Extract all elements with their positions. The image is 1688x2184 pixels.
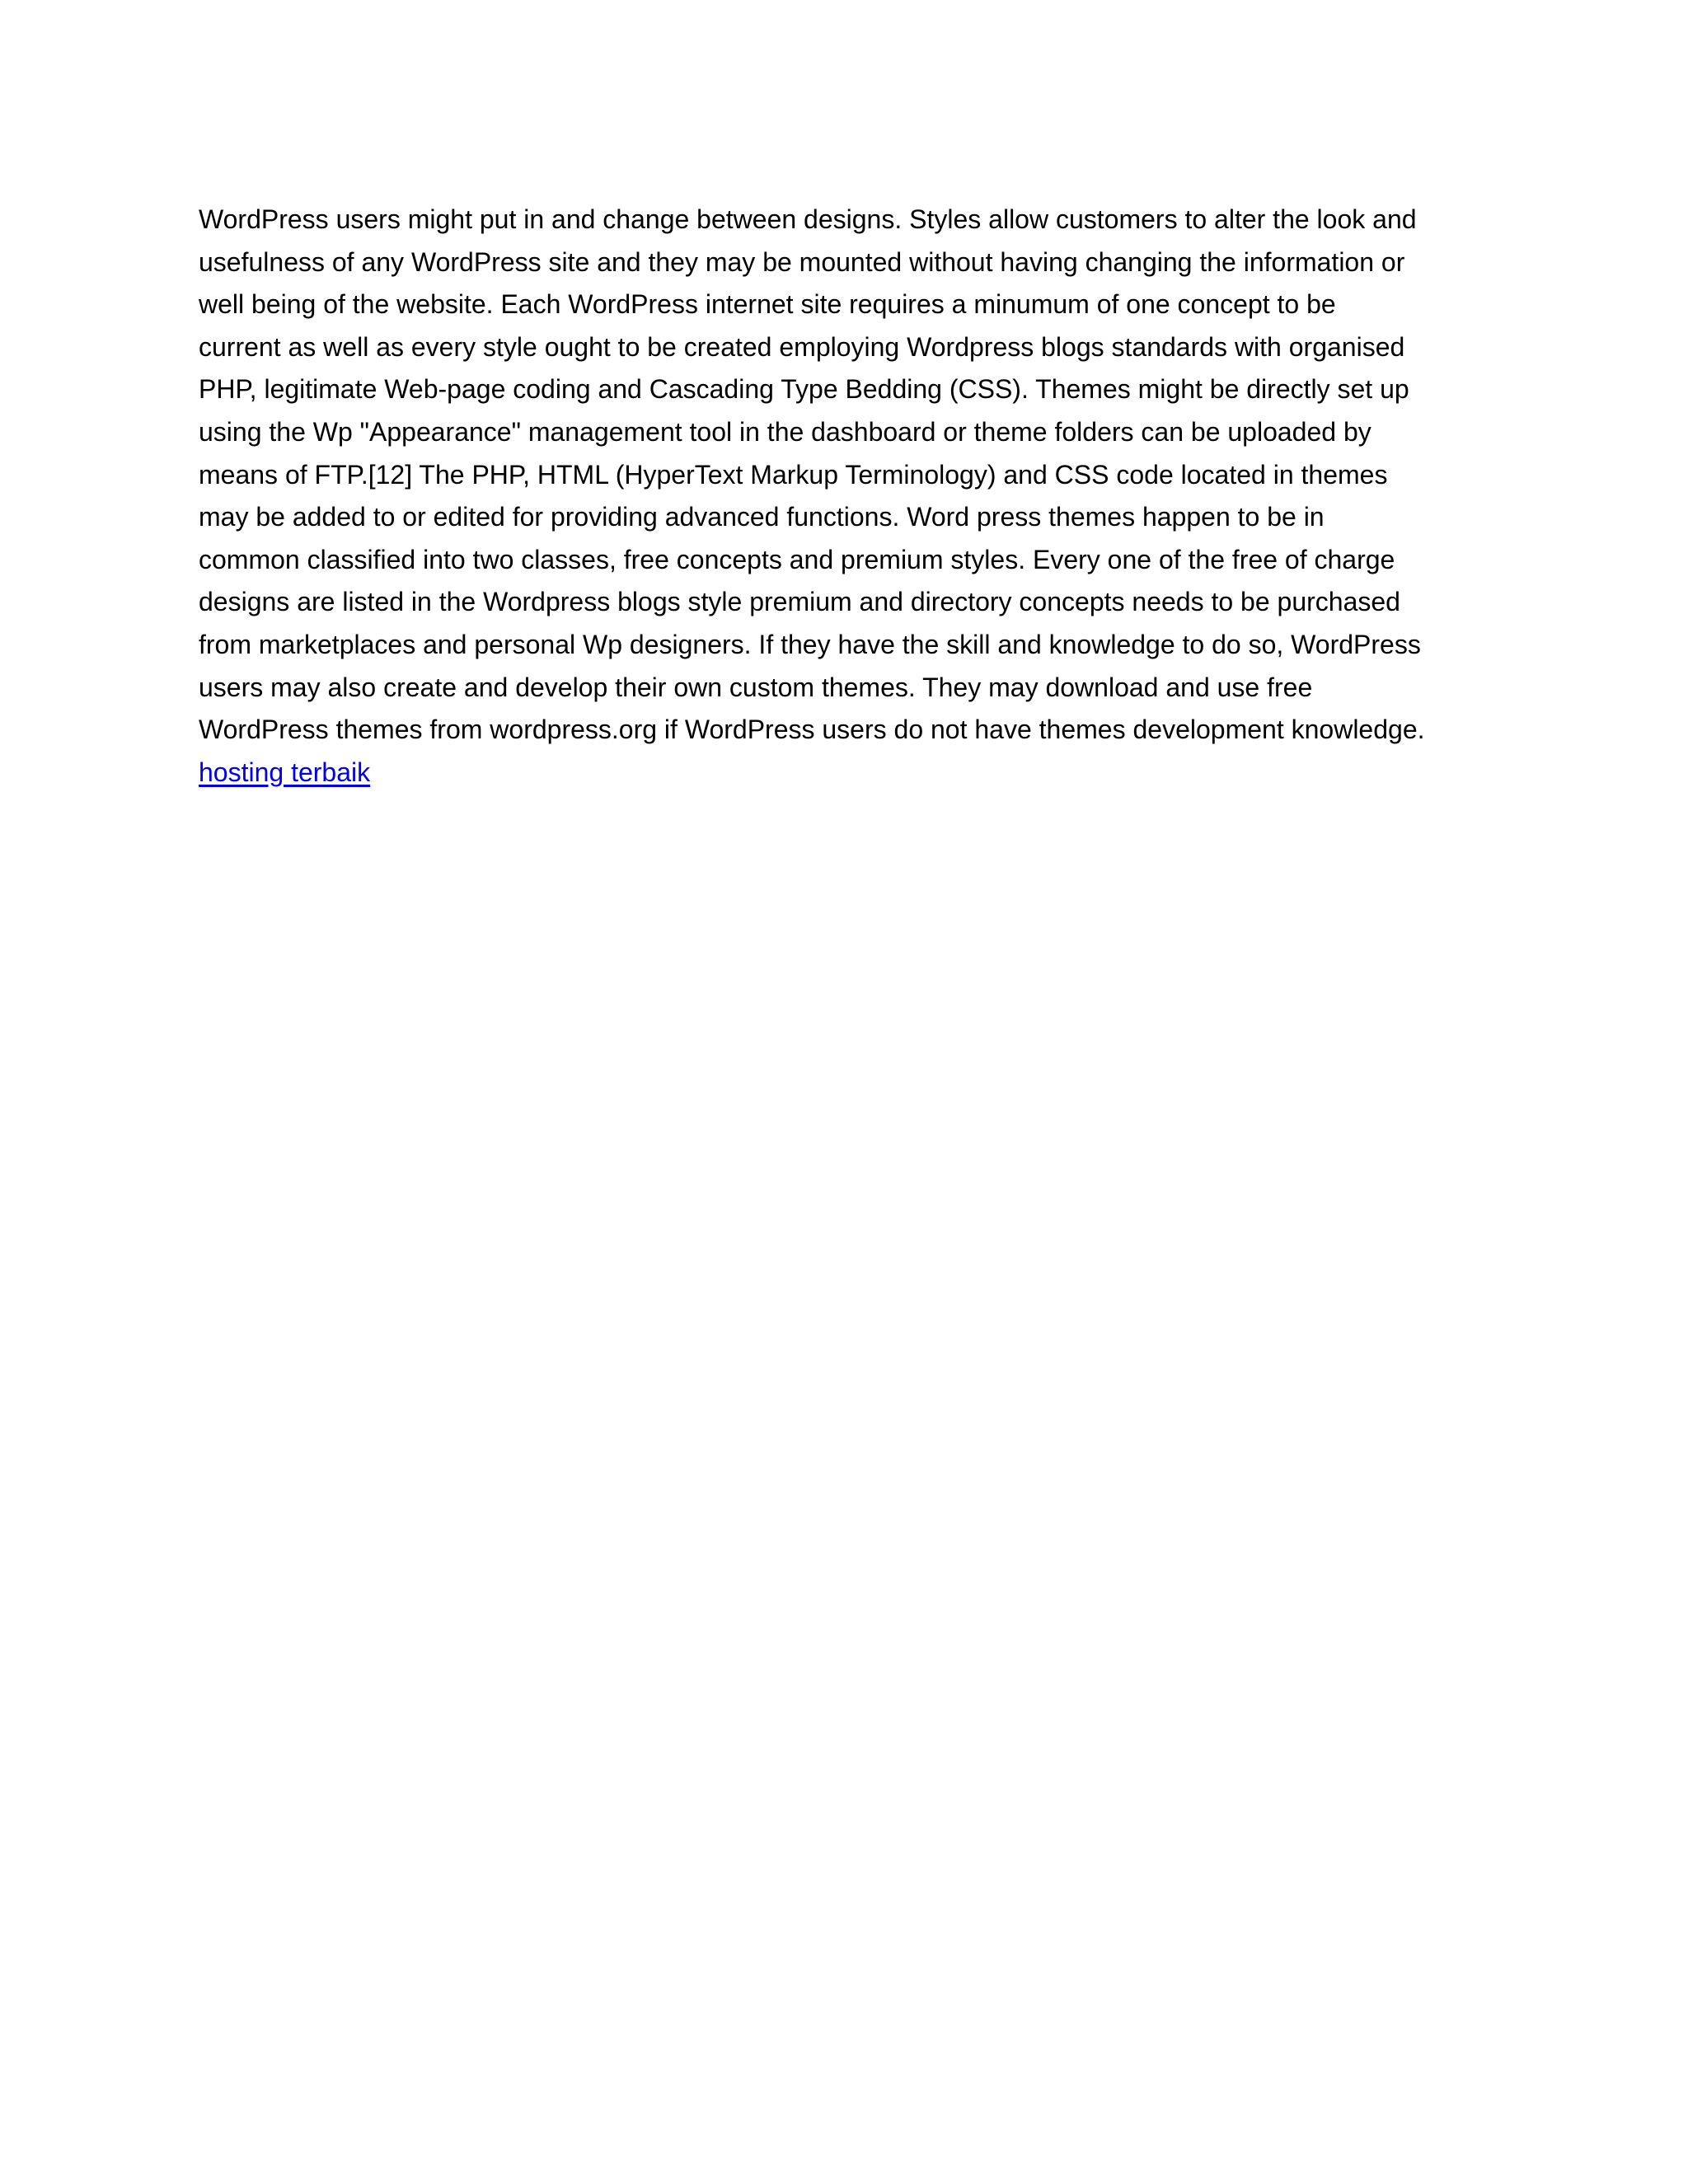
paragraph-line: current as well as every style ought to be created employing Wordpress blogs standards with organised <box>199 331 1405 362</box>
body-paragraph <box>199 199 1517 794</box>
paragraph-line: users may also create and develop their own custom themes. They may download and use free <box>199 672 1313 702</box>
paragraph-line: well being of the website. Each WordPress internet site requires a minumum of one concept to be <box>199 289 1336 320</box>
hosting-link[interactable]: hosting terbaik <box>199 757 371 787</box>
paragraph-line: means of FTP.[12] The PHP, HTML (HyperText Markup Terminology) and CSS code located in themes <box>199 459 1388 490</box>
paragraph-line: usefulness of any WordPress site and they may be mounted without having changing the information or <box>199 246 1405 277</box>
paragraph-line: PHP, legitimate Web-page coding and Cascading Type Bedding (CSS). Themes might be directly set up <box>199 374 1409 405</box>
paragraph-line: common classified into two classes, free concepts and premium styles. Every one of the free of charge <box>199 544 1395 574</box>
paragraph-line: WordPress themes from wordpress.org if WordPress users do not have themes development knowledge. <box>199 715 1425 745</box>
paragraph-line: using the Wp "Appearance" management tool in the dashboard or theme folders can be uploaded by <box>199 416 1372 447</box>
paragraph-line: designs are listed in the Wordpress blogs style premium and directory concepts needs to be purchased <box>199 587 1400 617</box>
paragraph-line: may be added to or edited for providing advanced functions. Word press themes happen to be in <box>199 502 1325 532</box>
paragraph-line: WordPress users might put in and change between designs. Styles allow customers to alter the look and <box>199 204 1417 234</box>
paragraph-line: from marketplaces and personal Wp designers. If they have the skill and knowledge to do so, WordPress <box>199 629 1421 659</box>
